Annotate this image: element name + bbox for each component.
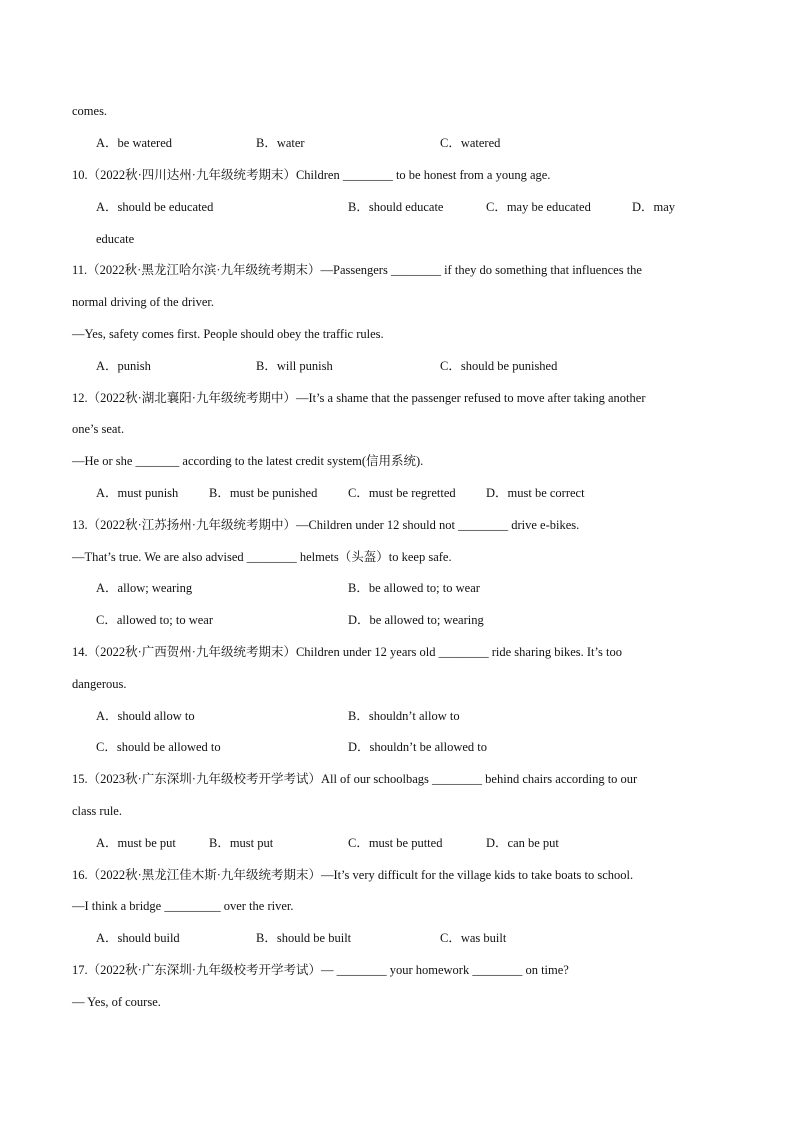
option-c: C．may be educated — [486, 200, 591, 214]
option-d: D．can be put — [486, 836, 559, 850]
option-a: A．allow; wearing — [96, 581, 193, 595]
option-a: A．punish — [96, 359, 151, 373]
option-b: B．water — [256, 136, 305, 150]
text-line: comes. — [72, 104, 108, 118]
question-16: 16.（2022秋·黑龙江佳木斯·九年级统考期末）—It’s very difficult for the village kids to take boats to school. — [72, 868, 634, 882]
question-14: 14.（2022秋·广西贺州·九年级统考期末）Children under 12 years old ________ ride sharing bikes. It’s too — [72, 645, 622, 659]
option-d: D．shouldn’t be allowed to — [348, 740, 487, 754]
option-b: B．shouldn’t allow to — [348, 709, 460, 723]
option-b: B．be allowed to; to wear — [348, 581, 480, 595]
option-d: D．may — [632, 200, 676, 214]
question-17: 17.（2022秋·广东深圳·九年级校考开学考试）— ________ your homework ________ on time? — [72, 963, 569, 977]
option-a: A．should allow to — [96, 709, 195, 723]
question-11: 11.（2022秋·黑龙江哈尔滨·九年级统考期末）—Passengers ________ if they do something that influences the — [72, 263, 642, 277]
question-16-reply: —I think a bridge _________ over the river. — [72, 899, 294, 913]
option-c: C．should be punished — [440, 359, 558, 373]
option-d: D．be allowed to; wearing — [348, 613, 484, 627]
option-c: C．allowed to; to wear — [96, 613, 213, 627]
question-11-cont: normal driving of the driver. — [72, 295, 214, 309]
option-a: A．must be put — [96, 836, 176, 850]
question-14-cont: dangerous. — [72, 677, 127, 691]
option-c: C．should be allowed to — [96, 740, 221, 754]
question-13-reply: —That’s true. We are also advised ________ helmets（头盔）to keep safe. — [72, 550, 452, 564]
option-b: B．must put — [209, 836, 274, 850]
option-c: C．watered — [440, 136, 501, 150]
option-d-wrap: educate — [96, 232, 135, 246]
question-11-reply: —Yes, safety comes first. People should obey the traffic rules. — [72, 327, 384, 341]
option-b: B．will punish — [256, 359, 333, 373]
question-17-reply: — Yes, of course. — [72, 995, 161, 1009]
question-12-cont: one’s seat. — [72, 422, 125, 436]
option-b: B．should be built — [256, 931, 352, 945]
option-a: A．must punish — [96, 486, 179, 500]
option-b: B．should educate — [348, 200, 444, 214]
option-c: C．must be putted — [348, 836, 443, 850]
option-a: A．should build — [96, 931, 180, 945]
question-10: 10.（2022秋·四川达州·九年级统考期末）Children ________ to be honest from a young age. — [72, 168, 551, 182]
option-c: C．must be regretted — [348, 486, 456, 500]
question-12-reply: —He or she _______ according to the latest credit system(信用系统). — [72, 454, 424, 468]
question-15-cont: class rule. — [72, 804, 122, 818]
option-a: A．should be educated — [96, 200, 214, 214]
option-c: C．was built — [440, 931, 507, 945]
question-12: 12.（2022秋·湖北襄阳·九年级统考期中）—It’s a shame that the passenger refused to move after taking another — [72, 391, 646, 405]
question-13: 13.（2022秋·江苏扬州·九年级统考期中）—Children under 12 should not ________ drive e-bikes. — [72, 518, 580, 532]
option-d: D．must be correct — [486, 486, 585, 500]
option-b: B．must be punished — [209, 486, 318, 500]
option-a: A．be watered — [96, 136, 173, 150]
question-15: 15.（2023秋·广东深圳·九年级校考开学考试）All of our schoolbags ________ behind chairs according to our — [72, 772, 638, 786]
